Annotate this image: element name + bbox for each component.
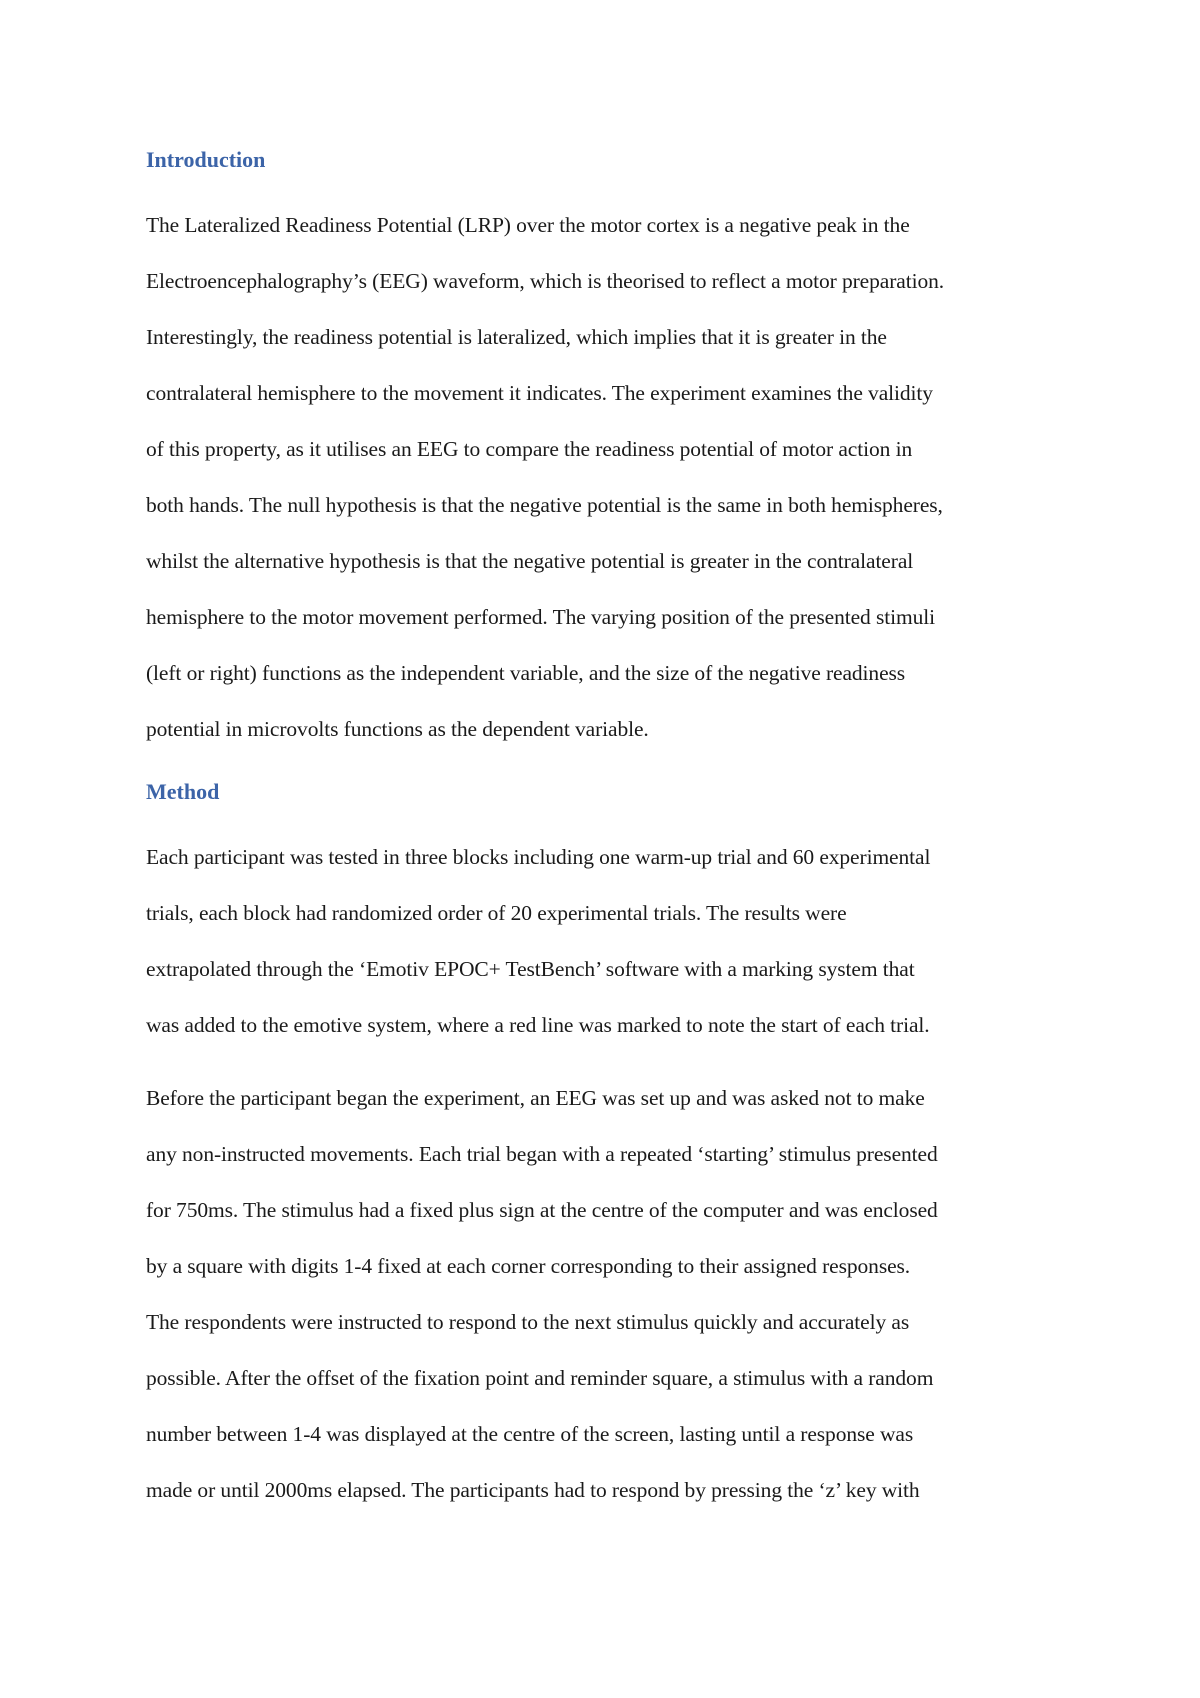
text-line: (left or right) functions as the independent variable, and the size of the negative readiness: [146, 661, 906, 685]
text-line: any non-instructed movements. Each trial began with a repeated ‘starting’ stimulus presented: [146, 1142, 938, 1166]
method-heading: Method: [146, 779, 220, 804]
text-line: both hands. The null hypothesis is that the negative potential is the same in both hemispheres,: [146, 493, 943, 517]
method-paragraph-1: [146, 829, 1076, 1053]
text-line: possible. After the offset of the fixation point and reminder square, a stimulus with a random: [146, 1366, 934, 1390]
text-line: for 750ms. The stimulus had a fixed plus sign at the centre of the computer and was enclosed: [146, 1198, 938, 1222]
text-line: trials, each block had randomized order of 20 experimental trials. The results were: [146, 901, 847, 925]
text-line: whilst the alternative hypothesis is that the negative potential is greater in the contralateral: [146, 549, 914, 573]
text-line: The respondents were instructed to respond to the next stimulus quickly and accurately as: [146, 1310, 910, 1334]
text-line: of this property, as it utilises an EEG to compare the readiness potential of motor action in: [146, 437, 913, 461]
text-line: Electroencephalography’s (EEG) waveform, which is theorised to reflect a motor preparation.: [146, 269, 945, 293]
text-line: Before the participant began the experiment, an EEG was set up and was asked not to make: [146, 1086, 925, 1110]
text-line: contralateral hemisphere to the movement it indicates. The experiment examines the validity: [146, 381, 933, 405]
text-line: extrapolated through the ‘Emotiv EPOC+ TestBench’ software with a marking system that: [146, 957, 915, 981]
document-body: [146, 140, 1076, 1518]
text-line: number between 1-4 was displayed at the centre of the screen, lasting until a response was: [146, 1422, 914, 1446]
text-line: hemisphere to the motor movement performed. The varying position of the presented stimuli: [146, 605, 936, 629]
introduction-heading: Introduction: [146, 147, 266, 172]
method-paragraph-2: [146, 1070, 1076, 1518]
introduction-paragraph: [146, 197, 1076, 757]
text-line: made or until 2000ms elapsed. The participants had to respond by pressing the ‘z’ key with: [146, 1478, 920, 1502]
text-line: by a square with digits 1-4 fixed at each corner corresponding to their assigned responses.: [146, 1254, 911, 1278]
text-line: The Lateralized Readiness Potential (LRP) over the motor cortex is a negative peak in the: [146, 213, 910, 237]
text-line: Interestingly, the readiness potential is lateralized, which implies that it is greater in the: [146, 325, 887, 349]
text-line: Each participant was tested in three blocks including one warm-up trial and 60 experimental: [146, 845, 931, 869]
text-line: was added to the emotive system, where a red line was marked to note the start of each trial.: [146, 1013, 930, 1037]
text-line: potential in microvolts functions as the dependent variable.: [146, 717, 649, 741]
